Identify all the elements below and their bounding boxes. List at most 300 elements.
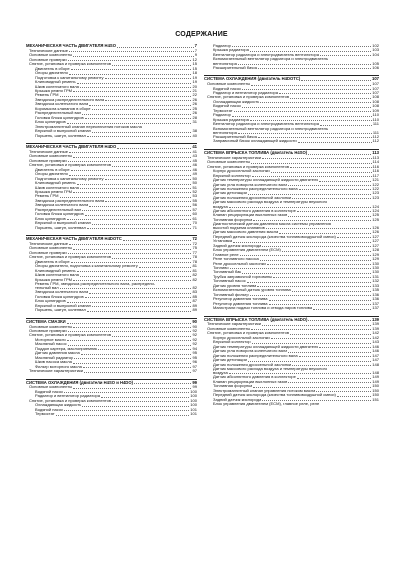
toc-entry-title: Датчик абсолютного давления в коллекторе (213, 208, 296, 213)
dot-leader (73, 327, 191, 328)
toc-page-number: 124 (372, 207, 379, 213)
dot-leader (320, 55, 371, 56)
toc-entry-title: Датчик угла поворота коленчатого вала (213, 349, 288, 354)
toc-page-number: 131 (372, 273, 379, 279)
toc-entry-title: Реле дроссельной заслонки (213, 261, 266, 266)
dot-leader (242, 89, 371, 90)
toc-entry-title: Головка блока цилиндров (35, 294, 84, 299)
dot-leader (73, 363, 192, 364)
toc-entry-title: Вспомогательный вентилятор радиатора и электродвигатель (213, 57, 329, 62)
dot-leader (250, 295, 371, 296)
toc-page-number: 150 (372, 383, 379, 389)
toc-page-number: 19 (192, 79, 197, 85)
toc-entry-title: Поршень, шатун, коленвал (35, 133, 86, 138)
toc-entry-title: МЕХАНИЧЕСКАЯ ЧАСТЬ ДВИГАТЕЛЯ H4DO (26, 143, 117, 149)
dot-leader (112, 336, 191, 337)
toc-entry-title: Топливо (213, 266, 229, 271)
dot-leader (77, 184, 192, 185)
toc-page-number: 20 (192, 83, 197, 89)
toc-entry-title: Впускной и выпускной клапан (35, 129, 91, 134)
toc-entry-title: Датчик массового расхода воздуха и температуры впускного (213, 366, 328, 371)
dot-leader (123, 240, 192, 241)
toc-page-number: 110 (372, 112, 379, 118)
toc-entry-title: Фильтр моторного масла (35, 364, 82, 369)
toc-page-number: 101 (190, 411, 197, 417)
dot-leader (134, 383, 191, 384)
dot-leader (248, 194, 371, 195)
dot-leader (83, 367, 192, 368)
toc-entry-title: Водяной насос (35, 389, 64, 394)
toc-entry-title: Технические характеристики (207, 155, 261, 160)
toc-entry-title: Основные проверки (29, 158, 67, 163)
toc-page-number: 149 (372, 374, 379, 380)
toc-entry-title: Основные компоненты (29, 324, 73, 329)
toc-page-number: 101 (190, 406, 197, 412)
toc-entry-title: Крышка ремня ГРМ (35, 189, 73, 194)
dot-leader (252, 343, 372, 344)
dot-leader (87, 228, 192, 229)
dot-leader (60, 96, 192, 97)
toc-entry-title: вентилятора (213, 61, 237, 66)
dot-leader (73, 157, 191, 158)
toc-page-number: 72 (192, 240, 197, 246)
dot-leader (253, 387, 371, 388)
toc-entry-title: Термостат (35, 412, 55, 417)
toc-page-number: 130 (372, 269, 379, 275)
toc-page-number: 95 (192, 354, 197, 360)
dot-leader (60, 288, 192, 289)
toc-entry-title: Основные компоненты (29, 53, 73, 58)
dot-leader (299, 189, 372, 190)
toc-entry-title: Основные компоненты (29, 154, 73, 159)
toc-entry-title: Трубка заправочной горловины (213, 274, 273, 279)
toc-page-number: 130 (372, 265, 379, 271)
toc-page-number: 82 (192, 285, 197, 291)
toc-entry-title: Впускной и выпускной клапан (35, 221, 91, 226)
dot-leader (73, 91, 191, 92)
toc-entry (26, 412, 197, 416)
toc-page-number: 108 (372, 103, 379, 109)
toc-entry-title: Впускной коллектор (213, 340, 251, 345)
dot-leader (279, 93, 371, 94)
dot-leader (112, 258, 191, 259)
toc-page-number: 137 (372, 305, 379, 311)
dot-leader (67, 219, 192, 220)
toc-entry-title: Датчик положения распределительного вала (213, 353, 298, 358)
toc-column-right (204, 44, 379, 407)
toc-page-number: 40 (192, 132, 197, 138)
toc-page-number: 112 (372, 138, 379, 144)
toc-entry-title: Основные компоненты (207, 326, 251, 331)
dot-leader (260, 260, 372, 261)
toc-entry-title: Головка блока цилиндров (35, 115, 84, 120)
toc-page-number: 21 (192, 87, 197, 93)
dot-leader (74, 358, 191, 359)
toc-entry-title: Звездочка коленчатого вала (35, 203, 89, 208)
dot-leader (290, 334, 371, 335)
toc-entry-title: Датчик детонации (213, 191, 247, 196)
dot-leader (92, 306, 192, 307)
toc-page-number: 143 (372, 339, 379, 345)
toc-page-number: 149 (372, 378, 379, 384)
dot-leader (288, 185, 371, 186)
toc-page-number: 105 (372, 60, 379, 66)
toc-entry-title: Поддон картера, маслоприемник (35, 346, 98, 351)
toc-page-number: 136 (372, 291, 379, 297)
toc-entry-title: Блок управления двигателем (ECM) (213, 248, 281, 253)
toc-entry (204, 306, 379, 310)
toc-page-number: 82 (192, 276, 197, 282)
toc-page-number: 60 (192, 211, 197, 217)
toc-page-number: 61 (192, 215, 197, 221)
toc-entry-title: Радиатор и вентилятор радиатора (35, 394, 100, 399)
toc-page-number: 51 (192, 184, 197, 190)
toc-entry-title: Масляный насос (35, 342, 67, 347)
toc-entry-title: Передний датчик кислорода (качества топливовоздушной смеси) (213, 234, 336, 239)
toc-entry-title: Блок управления двигателем (ECM), главное реле, реле (213, 402, 320, 407)
toc-page-number: 146 (372, 343, 379, 349)
dot-leader (290, 167, 372, 168)
dot-leader (73, 388, 191, 389)
toc-page-number: 19 (192, 74, 197, 80)
toc-page-number: 127 (372, 242, 379, 248)
toc-entry-title: Моторное масло (35, 337, 67, 342)
dot-leader (251, 163, 371, 164)
toc-entry-title: Датчик угла поворота коленчатого вала (213, 182, 288, 187)
dot-leader (292, 365, 371, 366)
dot-leader (238, 64, 371, 65)
toc-page-number: 89 (192, 307, 197, 313)
toc-entry-title: Масляный радиатор (35, 355, 74, 360)
toc-page-number: 100 (190, 393, 197, 399)
toc-entry-title: Датчик положения дроссельной заслонки (213, 362, 292, 367)
toc-page-number: 92 (192, 332, 197, 338)
toc-page-number: 117 (372, 172, 379, 178)
toc-entry-title: Впускной и выпускной клапан (35, 303, 91, 308)
dot-leader (71, 262, 192, 263)
toc-entry-title: Двигатель в сборе (35, 66, 70, 71)
toc-section-heading (204, 149, 379, 156)
toc-entry-title: Регулятор давления топлива (213, 301, 268, 306)
toc-entry-title: Шкив коленчатого вала (35, 84, 79, 89)
dot-leader (82, 114, 191, 115)
toc-page-number: 100 (190, 402, 197, 408)
dot-leader (80, 87, 192, 88)
toc-entry-title: Снятие, установка и проверка компонентов (29, 255, 112, 260)
dot-leader (308, 320, 371, 321)
toc-entry-title: Распределительный вал (35, 207, 82, 212)
toc-page-number: 12 (192, 56, 197, 62)
dot-leader (247, 282, 372, 283)
toc-page-number: 127 (372, 233, 379, 239)
toc-page-number: 130 (372, 260, 379, 266)
toc-page-number: 70 (192, 220, 197, 226)
toc-page-number: 75 (192, 245, 197, 251)
toc-entry-title: СИСТЕМА ОХЛАЖДЕНИЯ (двигатель H4DOTC) (204, 76, 301, 82)
toc-entry-title: Технические данные (29, 149, 68, 154)
toc-entry-title: Охлаждающая жидкость (213, 99, 260, 104)
toc-entry-title: Звездочка коленчатого вала (35, 290, 89, 295)
toc-page-number: 46 (192, 162, 197, 168)
toc-entry (26, 369, 197, 373)
dot-leader (253, 220, 371, 221)
toc-entry-title: Водяной насос (35, 407, 64, 412)
dot-leader (105, 100, 191, 101)
toc-entry-title: Блок цилиндров (35, 299, 66, 304)
toc-page-number: 81 (192, 263, 197, 269)
dot-leader (301, 80, 371, 81)
toc-page-number: 22 (192, 92, 197, 98)
dot-leader (77, 83, 192, 84)
toc-page-number: 121 (372, 177, 379, 183)
toc-entry-title: тельный вал (35, 286, 59, 291)
toc-entry-title: Клапан рециркуляции выхлопных газов (213, 379, 288, 384)
dot-leader (67, 123, 192, 124)
dot-leader (92, 224, 192, 225)
toc-entry-title: Шкив коленчатого вала (35, 185, 79, 190)
toc-entry-title: Опоры двигателя (35, 71, 68, 76)
dot-leader (271, 338, 372, 339)
toc-page-number: 15 (192, 65, 197, 71)
dot-leader (282, 251, 371, 252)
toc-entry-title: Вспомогательный вентилятор радиатора и электродвигатель (213, 126, 329, 131)
toc-entry (204, 139, 379, 143)
dot-leader (68, 60, 192, 61)
toc-page-number: 139 (372, 325, 379, 331)
toc-page-number: 111 (372, 121, 379, 127)
toc-entry-title: Вентилятор радиатора и электродвигатель вентилятора (213, 52, 319, 57)
dot-leader (98, 349, 191, 350)
toc-entry-title: воздуха (213, 204, 228, 209)
dot-leader (258, 68, 371, 69)
dot-leader (271, 172, 372, 173)
dot-leader (297, 378, 371, 379)
toc-entry-title: Радиатор и вентилятор радиатора (213, 90, 278, 95)
dot-leader (105, 78, 192, 79)
toc-page-number: 57 (192, 206, 197, 212)
toc-page-number: 139 (372, 316, 379, 322)
toc-page-number: 55 (192, 197, 197, 203)
toc-page-number: 107 (372, 76, 379, 82)
toc-page-number: 108 (372, 94, 379, 100)
toc-entry-title: Технические данные (29, 48, 68, 53)
toc-entry-title: МЕХАНИЧЕСКАЯ ЧАСТЬ ДВИГАТЕЛЯ H4SO (26, 43, 116, 48)
dot-leader (292, 198, 371, 199)
dot-leader (87, 311, 192, 312)
toc-page-number: 122 (372, 185, 379, 191)
toc-page-number: 124 (372, 203, 379, 209)
dot-leader (105, 179, 192, 180)
dot-leader (269, 300, 372, 301)
dot-leader (232, 116, 372, 117)
dot-leader (319, 347, 371, 348)
dot-leader (288, 216, 371, 217)
toc-page-number: 77 (192, 249, 197, 255)
toc-entry (26, 226, 197, 230)
dot-leader (68, 331, 192, 332)
dot-leader (320, 125, 372, 126)
toc-page-number: 72 (192, 236, 197, 242)
toc-entry-title: Основные проверки (29, 329, 67, 333)
toc-page-number: 137 (372, 300, 379, 306)
dot-leader (85, 297, 192, 298)
toc-section-heading (26, 143, 197, 150)
dot-leader (89, 293, 191, 294)
dot-leader (82, 210, 191, 211)
toc-entry-title: воздуха (213, 371, 228, 376)
toc-entry-title: Опоры двигателя (35, 172, 68, 177)
toc-page-number: 133 (372, 282, 379, 288)
toc-page-number: 146 (372, 348, 379, 354)
toc-entry-title: Топливный бак (213, 270, 242, 275)
toc-page-number: 132 (372, 278, 379, 284)
toc-page-number: 71 (192, 224, 197, 230)
toc-entry-title: Технические характеристики (207, 322, 261, 327)
toc-entry-title: Основные компоненты (29, 385, 73, 390)
toc-entry-title: Датчик температуры охлаждающей жидкости двигателя (213, 178, 319, 183)
toc-page-number: 95 (192, 350, 197, 356)
dot-leader (67, 302, 192, 303)
dot-leader (262, 400, 371, 401)
dot-leader (229, 373, 372, 374)
toc-page-number: 15 (192, 61, 197, 67)
toc-page-number: 99 (192, 379, 197, 385)
toc-page-number: 82 (192, 272, 197, 278)
dot-leader (73, 192, 191, 193)
dot-leader (279, 233, 371, 234)
dot-leader (262, 158, 372, 159)
dot-leader (112, 166, 191, 167)
toc-entry-title: Звездочка распределительного вала (35, 97, 105, 102)
toc-entry-title: Датчик температуры охлаждающей жидкости двигателя (213, 344, 319, 349)
toc-entry-title: Звездочка распределительного вала (35, 198, 105, 203)
toc-page-number: 102 (372, 43, 379, 48)
toc-page-number: 107 (372, 89, 379, 95)
toc-page-number: 41 (192, 143, 197, 149)
dot-leader (71, 170, 192, 171)
toc-page-number: 148 (372, 361, 379, 367)
toc-entry-title: Клиновидный ремень (35, 80, 76, 85)
toc-entry-title: Опоры двигателя, подготовка к капитальному ремонту (35, 264, 138, 269)
toc-column-left (26, 44, 197, 417)
toc-page-number: 83 (192, 289, 197, 295)
toc-page-number: 26 (192, 96, 197, 102)
toc-entry-title: Датчик детонации (213, 358, 247, 363)
toc-page-number: 85 (192, 293, 197, 299)
toc-page-number: 90 (192, 318, 197, 324)
toc-entry-title: вентилятора (213, 131, 237, 135)
toc-entry-title: Электромагнитный клапан управления потоком масла (213, 388, 316, 393)
toc-entry-title: Водяной насос (213, 104, 242, 109)
toc-page-number: 139 (372, 321, 379, 327)
toc-entry-title: Ремень ГРМ (35, 194, 59, 199)
toc-page-number: 107 (372, 81, 379, 87)
toc-entry-title: Двигатель в сборе (35, 259, 70, 264)
dot-leader (288, 352, 371, 353)
toc-page-number: 123 (372, 194, 379, 200)
toc-entry-title: Вспомогательный датчик уровня топлива (213, 288, 291, 293)
dot-leader (69, 175, 192, 176)
toc-entry-title: Датчик массового давления масла (213, 230, 279, 235)
dot-leader (112, 401, 189, 402)
toc-entry-title: Корпус дроссельной заслонки (213, 169, 270, 174)
toc-page-number: 147 (372, 357, 379, 363)
toc-section-heading (26, 318, 197, 325)
toc-page-number: 126 (372, 225, 379, 231)
dot-leader (298, 142, 372, 143)
dot-leader (139, 267, 192, 268)
dot-leader (82, 406, 189, 407)
toc-page-number: 53 (192, 193, 197, 199)
toc-page-number: 122 (372, 181, 379, 187)
dot-leader (266, 228, 371, 229)
dot-leader (262, 325, 371, 326)
toc-entry-title: Поршень, шатун, коленвал (35, 308, 86, 313)
toc-section-heading (26, 235, 197, 242)
dot-leader (250, 51, 371, 52)
dot-leader (67, 340, 191, 341)
toc-entry-title: Ремень ГРМ (35, 93, 59, 98)
toc-entry-title: Клиновидный ремень (35, 268, 76, 273)
toc-entry-title: Расширительный бачок (213, 134, 258, 139)
toc-page-number: 50 (192, 180, 197, 186)
dot-leader (269, 304, 372, 305)
toc-entry-title: Датчик положения распределительного вала (213, 186, 298, 191)
dot-leader (290, 98, 371, 99)
dot-leader (68, 345, 192, 346)
toc-page-number: 46 (192, 166, 197, 172)
toc-page-number: 26 (192, 101, 197, 107)
dot-leader (299, 356, 372, 357)
dot-leader (77, 271, 192, 272)
dot-leader (242, 273, 371, 274)
toc-page-number: 111 (372, 130, 379, 136)
toc-entry-title: СИСТЕМА ОХЛАЖДЕНИЯ (двигатели H4SO и H4DO) (26, 379, 133, 385)
toc-page-number: 116 (372, 163, 379, 169)
toc-entry-title: Технические характеристики (29, 369, 83, 374)
toc-page-number: 78 (192, 258, 197, 264)
toc-page-number: 128 (372, 247, 379, 253)
toc-entry-title: Датчик положения дроссельной заслонки (213, 195, 292, 200)
toc-entry-title: Основные проверки (29, 57, 67, 62)
toc-page-number: 50 (192, 175, 197, 181)
toc-page-number: 96 (192, 359, 197, 365)
toc-page-number: 25 (192, 105, 197, 111)
toc-entry-title: СИСТЕМА СМАЗКИ (26, 318, 66, 324)
dot-leader (73, 249, 191, 250)
toc-page-number: 7 (194, 43, 197, 48)
toc-page-number: 38 (192, 128, 197, 134)
toc-page-number: 109 (372, 107, 379, 113)
page-title: СОДЕРЖАНИЕ (175, 31, 228, 38)
toc-page-number: 142 (372, 334, 379, 340)
dot-leader (69, 74, 192, 75)
dot-leader (64, 410, 189, 411)
dot-leader (262, 246, 371, 247)
toc-entry-title: Основные компоненты (207, 82, 251, 87)
toc-entry-title: Охлаждающая жидкость (35, 403, 82, 408)
toc-page-number: 127 (372, 238, 379, 244)
dot-leader (267, 264, 371, 265)
toc-entry-title: Снятие, установка и проверка компонентов (29, 163, 112, 168)
toc-page-number: 103 (372, 47, 379, 53)
toc-entry-title: Датчик давления масла (35, 351, 80, 356)
dot-leader (230, 268, 372, 269)
dot-leader (112, 65, 191, 66)
toc-page-number: 112 (372, 133, 379, 139)
toc-entry-title: Основные компоненты (29, 246, 73, 251)
toc-page-number: 106 (372, 64, 379, 70)
